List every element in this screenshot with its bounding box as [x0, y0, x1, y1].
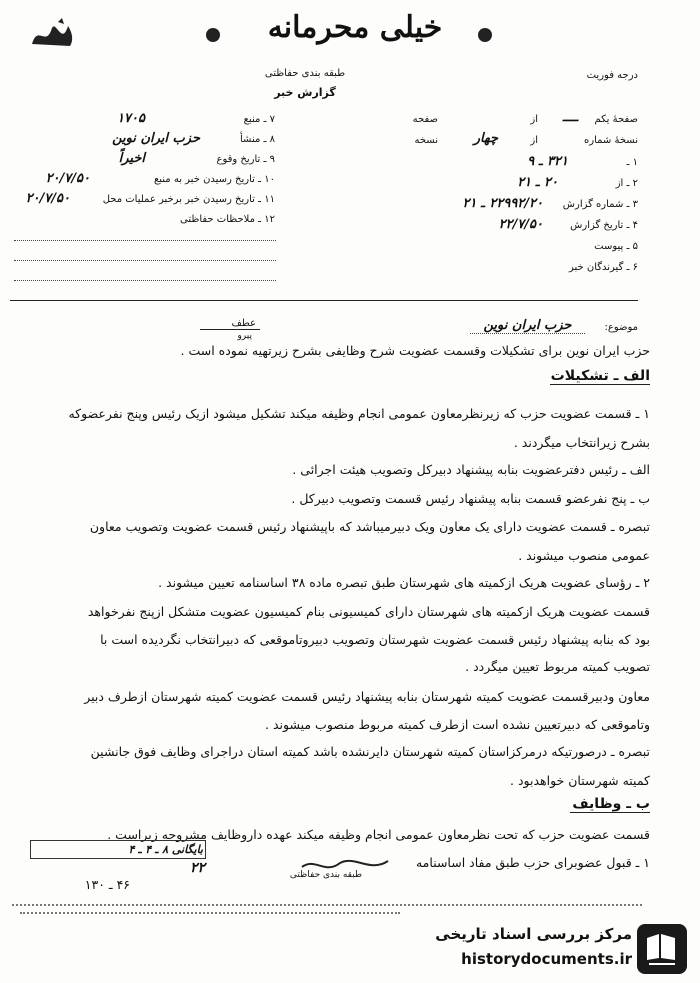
blank-line [14, 280, 276, 281]
handwritten-note: بایگانی ۸ ـ ۴ ـ ۴ [30, 840, 206, 859]
section-b-heading: ب ـ وظایف [570, 796, 650, 813]
bottom-number: ۴۶ ـ ۱۳۰ [84, 877, 130, 892]
field-suffix: نسخه [414, 135, 438, 146]
body-line: وتاموقعی که دبیرتعیین نشده است ازطرف کمیته مربوط منصوب میشوند . [265, 717, 650, 732]
field-value: ۱۷۰۵ [117, 111, 145, 126]
field-label: ۷ ـ منبع [243, 114, 275, 125]
duty-item: ۱ ـ قبول عضوبرای حزب طبق مفاد اساسنامه [415, 855, 650, 870]
field-label: ۴ ـ تاریخ گزارش [570, 220, 638, 231]
field-value: ۲۰/۷/۵۰ [45, 171, 90, 186]
field-value: اخیراً [118, 151, 145, 166]
blank-line [14, 260, 276, 261]
body-line: معاون ودبیرقسمت عضویت کمیته شهرستان بنابه پیشنهاد رئیس قسمت عضویت کمیته شهرستان ازطرف دبیر [84, 689, 650, 704]
classification-footer: طبقه بندی حفاظتی [289, 870, 363, 880]
field-value: ۳۲۱ ـ ۹ [527, 154, 568, 169]
field-value: ۲۲۹۹۲/۲۰ ـ ۲۱ [462, 196, 543, 211]
body-line: ۱ ـ قسمت عضویت حزب که زیرنظرمعاون عمومی انجام وظیفه میکند تشکیل میشود ازیک رئیس وپنج نفرعضوکه [68, 406, 650, 421]
field-label: ۱۰ ـ تاریخ رسیدن خبر به منبع [153, 174, 275, 185]
field-label: ۹ ـ تاریخ وقوع [216, 154, 275, 165]
body-line: قسمت عضویت هریک ازکمیته های شهرستان دارای کمیسیونی بنام کمیسیون عضویت متشکل ازپنج نفرخواهد [87, 604, 650, 619]
field-value: چهار [473, 131, 498, 146]
field-label: ۶ ـ گیرندگان خبر [568, 262, 638, 273]
site-name: مرکز بررسی اسناد تاریخی [435, 925, 632, 943]
field-label: ۱۲ ـ ملاحظات حفاظتی [180, 214, 275, 225]
field-value: ــــ [562, 110, 578, 125]
field-value: ۲۰/۷/۵۰ [25, 191, 70, 206]
site-url[interactable]: historydocuments.ir [461, 950, 632, 968]
field-value: ۲۲/۷/۵۰ [498, 217, 543, 232]
seal-mark-icon [28, 18, 76, 52]
handwritten-number: ۲۲ [189, 860, 205, 876]
body-line: ب ـ پنج نفرعضو قسمت بنابه پیشنهاد رئیس قسمت وتصویب دبیرکل . [291, 491, 650, 506]
field-label: نسخهٔ شماره [584, 135, 638, 146]
field-label: ۱ ـ [626, 157, 638, 168]
divider [200, 329, 260, 330]
peyro-label: پیرو [237, 331, 252, 341]
scan-noise [20, 912, 400, 914]
subject-value: حزب ایران نوین [470, 318, 585, 334]
punch-hole-icon [206, 28, 220, 42]
field-label: ۸ ـ منشأ [239, 134, 275, 145]
duties-intro: قسمت عضویت حزب که تحت نظرمعاون عمومی انجام وظیفه میکند عهده داروظایف مشروحه زیراست . [107, 827, 650, 842]
degree-label: درجه فوریت [586, 70, 638, 81]
field-value: حزب ایران نوین [112, 131, 200, 146]
subject-label: موضوع: [604, 322, 638, 333]
field-label: ۲ ـ از [615, 178, 638, 189]
section-a-heading: الف ـ تشکیلات [550, 368, 650, 384]
intro-text: حزب ایران نوین برای تشکیلات وقسمت عضویت شرح وظایفی بشرح زیرتهیه نموده است . [180, 343, 650, 358]
field-label: ۳ ـ شماره گزارش [562, 199, 638, 210]
body-line: ۲ ـ رؤسای عضویت هریک ازکمیته های شهرستان طبق تبصره ماده ۳۸ اساسنامه تعیین میشوند . [158, 575, 650, 590]
field-mid: از [530, 114, 538, 125]
field-label: ۵ ـ پیوست [594, 241, 638, 252]
body-line: تبصره ـ درصورتیکه درمرکزاستان کمیته شهرستان دایرنشده باشد کمیته استان دراجرای وظایف فوق جانشین [90, 744, 650, 759]
body-line: بود که بنابه پیشنهاد رئیس قسمت عضویت شهرستان وتصویب دبیروتاموقعی که دبیرانتخاب نگردیده است با [100, 632, 650, 647]
body-line: عمومی منصوب میشوند . [518, 548, 650, 563]
field-suffix: صفحه [412, 114, 438, 125]
field-mid: از [530, 135, 538, 146]
body-line: تبصره ـ قسمت عضویت دارای یک معاون ویک دبیرمیباشد که باپیشنهاد رئیس قسمت عضویت وتصویب معاون [89, 519, 650, 534]
body-line: بشرح زیرانتخاب میگردند . [513, 435, 650, 450]
page-title: خیلی محرمانه [267, 10, 443, 45]
field-label: ۱۱ ـ تاریخ رسیدن خبر برخبر عملیات محل [102, 194, 275, 205]
body-line: الف ـ رئیس دفترعضویت بنابه پیشنهاد دبیرکل وتصویب هیئت اجرائی . [292, 462, 650, 477]
divider [10, 300, 638, 301]
field-value: ۲۰ ـ ۲۱ [517, 175, 558, 190]
punch-hole-icon [478, 28, 492, 42]
field-label: صفحهٔ یکم [594, 114, 638, 125]
scan-noise [12, 904, 642, 906]
classification-label: طبقه بندی حفاظتی [264, 68, 346, 79]
body-line: تصویب کمیته مربوط تعیین میگردد . [465, 659, 650, 674]
blank-line [14, 240, 276, 241]
books-icon [633, 920, 691, 978]
atf-label: عطف [231, 318, 256, 329]
report-label: گزارش خبر [274, 86, 336, 99]
body-line: کمیته شهرستان خواهدبود . [510, 773, 650, 788]
